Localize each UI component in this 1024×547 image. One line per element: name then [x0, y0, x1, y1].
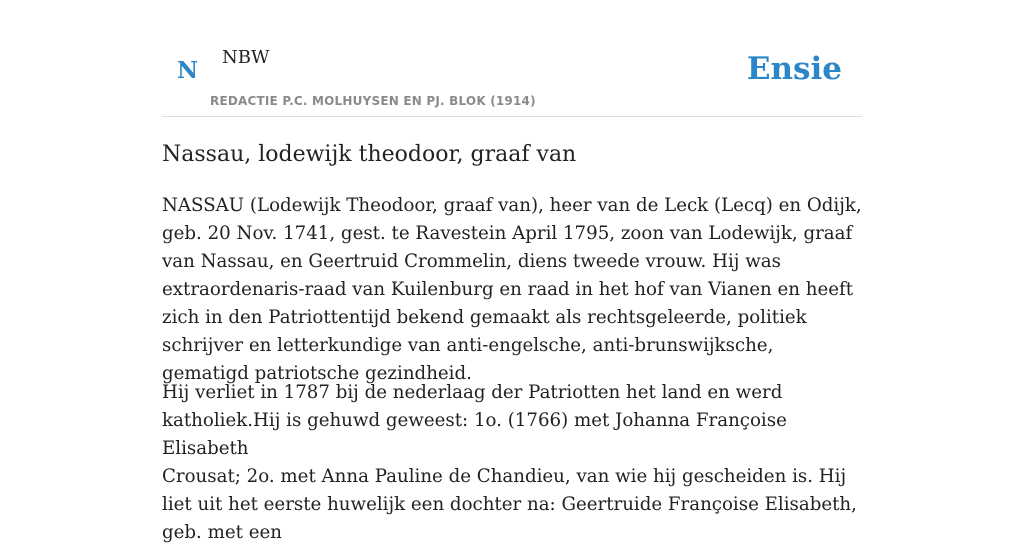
ensie-logo[interactable]: Ensie — [746, 51, 842, 87]
source-logo[interactable]: N — [177, 57, 199, 84]
article-paragraph: NASSAU (Lodewijk Theodoor, graaf van), heer van de Leck (Lecq) en Odijk, geb. 20 Nov. 1741, gest. te Ravestein April 1795, zoon van Lodewijk, graaf van Nassau, en Geertruid Crommelin, diens tweede vrouw. Hij was extraordenaris-raad van Kuilenburg en raad in het hof van Vianen en heeft zich in den Patriottentijd bekend gemaakt als rechtsgeleerde, politiek schrijver en letterkundige van anti-engelsche, anti-brunswijksche, gematigd patriotsche gezindheid. — [162, 195, 862, 384]
article-paragraph: Hij verliet in 1787 bij de nederlaag der Patriotten het land en werd katholiek.Hij is gehuwd geweest: 1o. (1766) met Johanna Françoise Elisabeth — [162, 382, 787, 459]
article-title: Nassau, lodewijk theodoor, graaf van — [162, 142, 577, 167]
source-editors: REDACTIE P.C. MOLHUYSEN EN PJ. BLOK (1914) — [210, 94, 536, 108]
source-name[interactable]: NBW — [222, 47, 270, 68]
header — [162, 0, 862, 117]
article-paragraph: Crousat; 2o. met Anna Pauline de Chandieu, van wie hij gescheiden is. Hij liet uit het eerste huwelijk een dochter na: Geertruide Françoise Elisabeth, geb. met een — [162, 466, 857, 543]
